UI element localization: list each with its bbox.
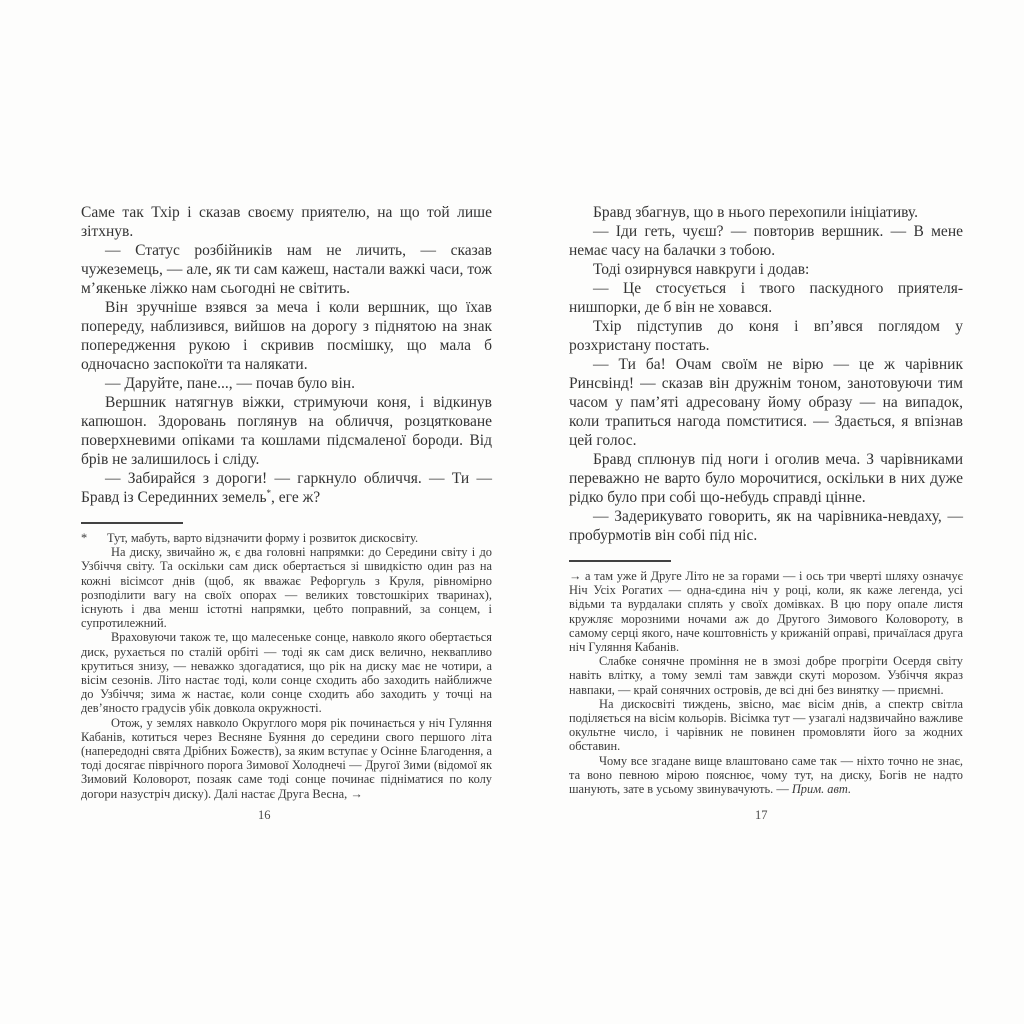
footnote-first-line	[81, 531, 492, 545]
footnote-paragraph	[569, 754, 963, 797]
paragraph-text: — Забирайся з дороги! — гаркнуло обличчя. — Ти — Бравд із Серединних земель	[81, 470, 492, 506]
paragraph	[81, 469, 492, 507]
footnote-separator	[81, 522, 183, 524]
paragraph: — Ти ба! Очам своїм не вірю — це ж чарівник Ринсвінд! — сказав він дружнім тоном, занотовуючи тим часом у пам’яті адресовану йому образу — на випадок, коли трапиться нагода помститися. — Здається, я впізнав цей голос.	[569, 356, 963, 449]
right-footnote	[569, 569, 963, 796]
paragraph: Він зручніше взявся за меча і коли вершник, що їхав попереду, наблизився, вийшов на дорогу з піднятою на знак попередження рукою і скривив посмішку, що мала б одночасно заспокоїти та налякати.	[81, 299, 492, 373]
page-number: 17	[755, 808, 768, 822]
paragraph: — Статус розбійників нам не личить, — сказав чужеземець, — але, як ти сам кажеш, настали важкі часи, тож м’якеньке ліжко нам сьогодні не світить.	[81, 242, 492, 297]
author-note-label: Прим. авт.	[791, 782, 852, 797]
left-footnote	[81, 531, 492, 801]
footnote-separator	[569, 560, 671, 562]
footnote-text: Чому все згадане вище влаштовано саме так — ніхто точно не знає, та воно певною мірою пояснює, чому тут, на диску, Богів не надто шанують, зате в усьому звинувачують. —	[569, 753, 963, 797]
footnote-paragraph: Отож, у землях навколо Округлого моря рік починається у ніч Гуляння Кабанів, котиться через Весняне Буяння до середини свого першого літа (напередодні свята Дрібних Божеств), за яким вступає у Осінне Благодення, а тоді досягає піврічного порога Зимової Холоднечі — Другої Зими (відомої як Зимовий Коловорот, позаяк саме тоді сонце починає підніматися по колу догори назустріч диску). Далі настає Друга Весна, →	[81, 715, 492, 801]
footnote-paragraph: Враховуючи також те, що малесеньке сонце, навколо якого обертається диск, рухається по сталій орбіті — тоді як сам диск велично, неквапливо крутиться знизу, — неважко здогадатися, що рік на диску має не чотири, а вісім сезонів. Літо настає тоді, коли сонце сходить або заходить найближче до Узбіччя; зима ж настає, коли сонце сходить або заходить у точці на дев’яносто градусів убік довкола окружності.	[81, 630, 492, 716]
footnote-text: Тут, мабуть, варто відзначити форму і розвиток дискосвіту.	[107, 531, 419, 545]
paragraph: Тхір підступив до коня і вп’явся поглядом у розхристану постать.	[569, 318, 963, 354]
footnote-reference: *	[266, 487, 272, 498]
footnote-paragraph: → а там уже й Друге Літо не за горами — і ось три чверті шляху означує Ніч Усіх Рогатих — одна-єдина ніч у році, коли, як каже легенда, усі відьми та вурдалаки сплять у своїх домівках. В цю пору опале листя кружляє морозними ночами аж до Другого Зимового Коловороту, в самому серці якого, наче коштовність у крижаній оправі, причаїлася друга ніч Гуляння Кабанів.	[569, 569, 963, 655]
paragraph: Бравд збагнув, що в нього перехопили ініціативу.	[593, 204, 918, 221]
paragraph: — Іди геть, чуєш? — повторив вершник. — В мене немає часу на балачки з тобою.	[569, 223, 963, 259]
page-number: 16	[258, 808, 271, 822]
paragraph: — Це стосується і твого паскудного приятеля-нишпорки, де б він не ховався.	[569, 280, 963, 316]
left-page	[81, 203, 492, 801]
paragraph: Саме так Тхір і сказав своєму приятелю, на що той лише зітхнув.	[81, 204, 492, 240]
left-main-text	[81, 203, 492, 507]
footnote-paragraph: На диску, звичайно ж, є два головні напрямки: до Середини світу і до Узбіччя світу. Та оскільки сам диск обертається зі швидкістю один раз на кожні вісімсот днів (щоб, як вважає Рефоргуль з Круля, рівномірно розподілити вагу на своїх опорах — великих товстошкірих тваринах), існують і два менш істотні напрямки, цебто поправний, за сонцем, і супротилежний.	[81, 545, 492, 631]
paragraph: Тоді озирнувся навкруги і додав:	[593, 261, 810, 278]
paragraph: Бравд сплюнув під ноги і оголив меча. З чарівниками переважно не варто було морочитися, оскільки в них дуже рідко було при собі що-небудь справді цінне.	[569, 451, 963, 506]
paragraph: — Задерикувато говорить, як на чарівника-невдаху, — пробурмотів він собі під ніс.	[569, 508, 963, 544]
right-page	[569, 203, 963, 796]
footnote-paragraph: Слабке сонячне проміння не в змозі добре прогріти Осердя світу навіть влітку, а тому землі там завжди скуті морозом. Узбіччя якраз навпаки, — край сонячних островів, де всі дні без винятку — приємні.	[569, 654, 963, 697]
footnote-paragraph: На дискосвіті тиждень, звісно, має вісім днів, а спектр світла поділяється на вісім кольорів. Вісімка тут — узагалі надзвичайно важливе окультне число, і чарівник не повинен промовляти його за жодних обставин.	[569, 696, 963, 754]
paragraph: Вершник натягнув віжки, стримуючи коня, і відкинув капюшон. Здоровань поглянув на обличчя, розцятковане поверхневими опіками та кошлами підсмаленої бороди. Від брів не залишилось і сліду.	[81, 394, 492, 468]
paragraph-text: , еге ж?	[271, 489, 321, 506]
paragraph: — Даруйте, пане..., — почав було він.	[105, 375, 355, 392]
right-main-text	[569, 203, 963, 545]
footnote-marker: *	[81, 531, 88, 545]
